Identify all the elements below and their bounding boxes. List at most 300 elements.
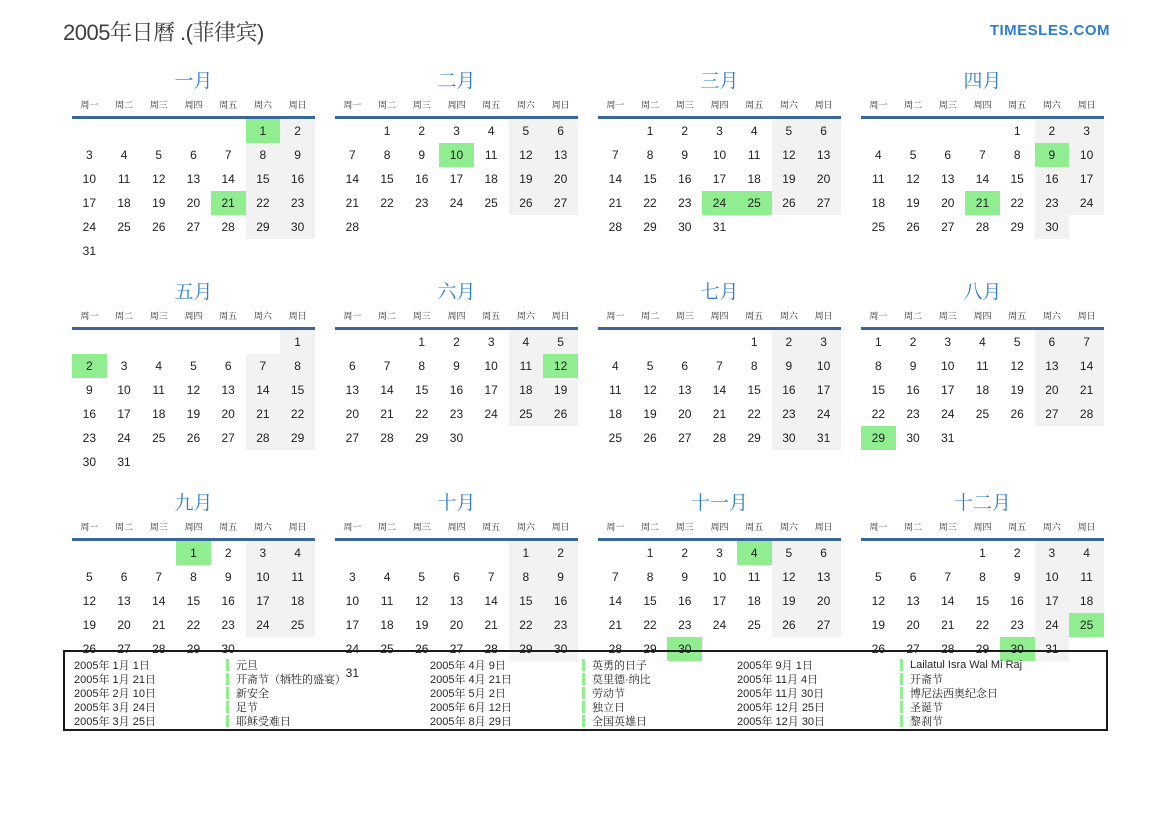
day-cell: 2 <box>1013 546 1021 560</box>
holiday-date: 2005年 3月 25日 <box>74 716 156 728</box>
empty-day-cell <box>474 215 509 239</box>
day-cell: 15 <box>643 594 657 608</box>
day-cell: 14 <box>608 594 623 608</box>
day-cell: 8 <box>383 148 391 162</box>
weekday-label: 周六 <box>1035 98 1070 118</box>
day-cell: 1 <box>418 335 426 349</box>
day-cell: 5 <box>875 570 882 584</box>
empty-day-cell <box>141 540 176 566</box>
day-cell: 24 <box>941 407 955 421</box>
day-cell: 21 <box>246 402 281 426</box>
holiday-entry <box>737 700 1106 714</box>
empty-day-cell <box>1000 426 1035 450</box>
holiday-day-cell: 4 <box>737 540 772 566</box>
day-cell: 4 <box>383 570 391 584</box>
day-cell: 7 <box>349 148 356 162</box>
day-cell: 8 <box>246 143 281 167</box>
day-cell: 26 <box>152 220 166 234</box>
weekday-label: 周二 <box>370 98 405 118</box>
day-cell: 24 <box>1069 191 1104 215</box>
day-cell: 25 <box>117 220 131 234</box>
day-cell: 18 <box>608 407 623 421</box>
weekday-label: 周五 <box>1000 98 1035 118</box>
day-cell: 27 <box>186 220 201 234</box>
month-title: 十一月 <box>690 493 748 514</box>
day-cell: 3 <box>1035 540 1070 566</box>
weekday-label: 周二 <box>896 520 931 540</box>
empty-day-cell <box>1035 426 1070 450</box>
timesles-logo-link[interactable]: TIMESLES.COM <box>989 22 1110 39</box>
day-cell: 13 <box>806 143 841 167</box>
weekday-label: 周六 <box>1035 520 1070 540</box>
day-cell: 9 <box>418 148 426 162</box>
day-cell: 16 <box>221 594 235 608</box>
day-cell: 12 <box>643 383 657 397</box>
holiday-name: 开斋节 <box>910 674 943 686</box>
day-cell: 2 <box>681 546 689 560</box>
day-cell: 13 <box>117 594 131 608</box>
day-cell: 28 <box>246 426 281 450</box>
holiday-name: 开斋节（牺牲的盛宴） <box>236 674 346 686</box>
holiday-marker-icon <box>582 659 585 671</box>
day-cell: 6 <box>806 540 841 566</box>
day-cell: 22 <box>643 618 657 632</box>
day-cell: 12 <box>906 172 920 186</box>
day-cell: 8 <box>280 354 315 378</box>
day-cell: 6 <box>224 359 232 373</box>
day-cell: 28 <box>1069 402 1104 426</box>
day-cell: 18 <box>747 172 761 186</box>
month-3 <box>598 70 841 263</box>
day-cell: 23 <box>678 618 692 632</box>
day-cell: 11 <box>280 565 315 589</box>
day-cell: 5 <box>86 570 93 584</box>
day-cell: 25 <box>871 220 886 234</box>
day-cell: 31 <box>712 220 727 234</box>
month-title: 四月 <box>963 71 1002 92</box>
legend-column <box>430 658 737 729</box>
holiday-day-cell: 30 <box>1000 637 1035 661</box>
holiday-day-cell: 21 <box>965 191 1000 215</box>
day-cell: 7 <box>383 359 391 373</box>
holiday-date: 2005年 4月 9日 <box>430 660 506 672</box>
month-grid <box>335 309 578 450</box>
day-cell: 10 <box>246 565 281 589</box>
day-cell: 26 <box>772 191 807 215</box>
holiday-date: 2005年 6月 12日 <box>430 702 512 714</box>
day-cell: 24 <box>806 402 841 426</box>
weekday-label: 周日 <box>280 520 315 540</box>
day-cell: 6 <box>120 570 128 584</box>
day-cell: 13 <box>543 143 578 167</box>
day-cell: 6 <box>543 118 578 144</box>
day-cell: 25 <box>608 431 623 445</box>
legend-column <box>737 658 1106 729</box>
holiday-name: 黎刹节 <box>910 716 943 728</box>
day-cell: 28 <box>712 431 727 445</box>
weekday-label: 周五 <box>474 98 509 118</box>
weekday-label: 周五 <box>211 309 246 329</box>
day-cell: 3 <box>453 124 460 138</box>
empty-day-cell <box>176 118 211 144</box>
day-cell: 31 <box>345 666 360 680</box>
day-cell: 13 <box>941 172 955 186</box>
holiday-date: 2005年 12月 30日 <box>737 716 826 728</box>
day-cell: 8 <box>190 570 197 584</box>
day-cell: 9 <box>280 143 315 167</box>
holiday-date: 2005年 12月 25日 <box>737 702 826 714</box>
day-cell: 19 <box>415 618 429 632</box>
empty-day-cell <box>176 450 211 474</box>
weekday-label: 周六 <box>772 520 807 540</box>
day-cell: 3 <box>120 359 128 373</box>
month-title: 十月 <box>437 493 476 514</box>
day-cell: 17 <box>449 172 464 186</box>
day-cell: 1 <box>1013 124 1021 138</box>
day-cell: 17 <box>82 196 97 210</box>
day-cell: 8 <box>979 570 986 584</box>
empty-day-cell <box>246 450 281 474</box>
weekday-label: 周二 <box>107 520 142 540</box>
holiday-name: 博尼法西奥纪念日 <box>910 688 998 700</box>
day-cell: 24 <box>345 642 360 656</box>
day-cell: 14 <box>941 594 955 608</box>
day-cell: 27 <box>806 613 841 637</box>
weekday-label: 周五 <box>1000 520 1035 540</box>
day-cell: 11 <box>1069 565 1104 589</box>
empty-day-cell <box>543 215 578 239</box>
day-cell: 19 <box>772 167 807 191</box>
day-cell: 2 <box>772 329 807 355</box>
day-cell: 20 <box>186 196 201 210</box>
day-cell: 15 <box>643 172 657 186</box>
empty-day-cell <box>72 329 107 355</box>
day-cell: 8 <box>1013 148 1021 162</box>
holiday-name: Lailatul Isra Wal Mi Raj <box>910 659 1023 671</box>
day-cell: 22 <box>380 196 394 210</box>
day-cell: 15 <box>246 167 281 191</box>
day-cell: 1 <box>979 546 986 560</box>
month-title: 八月 <box>963 282 1002 303</box>
day-cell: 3 <box>246 540 281 566</box>
day-cell: 9 <box>453 359 460 373</box>
day-cell: 6 <box>909 570 917 584</box>
day-cell: 22 <box>509 613 544 637</box>
weekday-label: 周五 <box>474 309 509 329</box>
empty-day-cell <box>965 118 1000 144</box>
holiday-marker-icon <box>900 715 903 727</box>
day-cell: 23 <box>221 618 235 632</box>
day-cell: 10 <box>82 172 97 186</box>
empty-day-cell <box>737 215 772 239</box>
empty-day-cell <box>509 215 544 239</box>
day-cell: 16 <box>906 383 920 397</box>
weekday-label: 周三 <box>930 520 965 540</box>
day-cell: 11 <box>872 172 885 186</box>
day-cell: 20 <box>449 618 464 632</box>
weekday-label: 周二 <box>633 309 668 329</box>
day-cell: 11 <box>380 594 394 608</box>
day-cell: 21 <box>712 407 727 421</box>
holiday-entry <box>430 672 737 686</box>
weekday-label: 周六 <box>509 98 544 118</box>
day-cell: 24 <box>484 407 498 421</box>
day-cell: 4 <box>509 329 544 355</box>
day-cell: 23 <box>772 402 807 426</box>
day-cell: 4 <box>1069 540 1104 566</box>
day-cell: 19 <box>643 407 657 421</box>
holiday-day-cell: 21 <box>211 191 246 215</box>
day-cell: 19 <box>186 407 201 421</box>
weekday-label: 周一 <box>598 309 633 329</box>
month-7 <box>598 281 841 474</box>
holiday-entry <box>74 700 430 714</box>
day-cell: 12 <box>152 172 166 186</box>
holiday-marker-icon <box>226 659 229 671</box>
weekday-label: 周二 <box>370 520 405 540</box>
day-cell: 13 <box>186 172 201 186</box>
holiday-day-cell: 1 <box>246 118 281 144</box>
day-cell: 27 <box>117 642 131 656</box>
day-cell: 7 <box>612 570 619 584</box>
day-cell: 27 <box>345 431 360 445</box>
weekday-label: 周四 <box>965 309 1000 329</box>
month-grid <box>861 309 1104 450</box>
empty-day-cell <box>404 215 439 239</box>
day-cell: 12 <box>772 565 807 589</box>
day-cell: 2 <box>224 546 232 560</box>
weekday-label: 周二 <box>896 309 931 329</box>
weekday-label: 周四 <box>702 520 737 540</box>
holiday-name: 独立日 <box>592 702 625 714</box>
day-cell: 21 <box>345 196 360 210</box>
day-cell: 9 <box>224 570 232 584</box>
weekday-label: 周日 <box>806 309 841 329</box>
day-cell: 10 <box>806 354 841 378</box>
day-cell: 28 <box>608 642 623 656</box>
day-cell: 7 <box>612 148 619 162</box>
day-cell: 25 <box>380 642 394 656</box>
weekday-label: 周一 <box>861 309 896 329</box>
day-cell: 15 <box>509 589 544 613</box>
day-cell: 18 <box>975 383 990 397</box>
empty-day-cell <box>211 450 246 474</box>
holiday-marker-icon <box>582 701 585 713</box>
holiday-date: 2005年 9月 1日 <box>737 660 813 672</box>
holiday-entry <box>430 686 737 700</box>
empty-day-cell <box>965 426 1000 450</box>
month-2 <box>335 70 578 263</box>
holiday-entry <box>430 658 737 672</box>
empty-day-cell <box>896 540 931 566</box>
day-cell: 15 <box>280 378 315 402</box>
weekday-label: 周一 <box>861 98 896 118</box>
day-cell: 25 <box>747 618 761 632</box>
empty-day-cell <box>107 118 142 144</box>
day-cell: 15 <box>747 383 761 397</box>
day-cell: 24 <box>246 613 281 637</box>
day-cell: 16 <box>449 383 464 397</box>
empty-day-cell <box>211 118 246 144</box>
day-cell: 18 <box>871 196 886 210</box>
day-cell: 24 <box>82 220 97 234</box>
weekday-label: 周二 <box>107 309 142 329</box>
day-cell: 6 <box>190 148 197 162</box>
holiday-legend <box>63 650 1108 731</box>
day-cell: 10 <box>712 570 727 584</box>
weekday-label: 周日 <box>543 520 578 540</box>
day-cell: 9 <box>1013 570 1021 584</box>
day-cell: 16 <box>543 589 578 613</box>
holiday-day-cell: 2 <box>72 354 107 378</box>
empty-day-cell <box>176 239 211 263</box>
day-cell: 13 <box>221 383 235 397</box>
month-grid <box>335 98 578 239</box>
holiday-day-cell: 25 <box>1069 613 1104 637</box>
day-cell: 18 <box>280 589 315 613</box>
day-cell: 10 <box>1035 565 1070 589</box>
holiday-date: 2005年 4月 21日 <box>430 674 512 686</box>
day-cell: 17 <box>712 594 727 608</box>
empty-day-cell <box>107 329 142 355</box>
weekday-label: 周三 <box>667 520 702 540</box>
day-cell: 20 <box>117 618 131 632</box>
day-cell: 4 <box>487 124 495 138</box>
day-cell: 29 <box>643 220 657 234</box>
day-cell: 28 <box>975 220 990 234</box>
day-cell: 7 <box>224 148 232 162</box>
empty-day-cell <box>404 540 439 566</box>
day-cell: 22 <box>747 407 761 421</box>
day-cell: 1 <box>646 124 654 138</box>
weekday-label: 周日 <box>280 309 315 329</box>
day-cell: 9 <box>681 148 689 162</box>
day-cell: 31 <box>806 426 841 450</box>
day-cell: 21 <box>941 618 955 632</box>
empty-day-cell <box>141 450 176 474</box>
day-cell: 5 <box>772 118 807 144</box>
day-cell: 5 <box>190 359 197 373</box>
day-cell: 27 <box>449 642 464 656</box>
day-cell: 1 <box>280 329 315 355</box>
weekday-label: 周二 <box>896 98 931 118</box>
day-cell: 29 <box>280 426 315 450</box>
day-cell: 10 <box>117 383 131 397</box>
empty-day-cell <box>930 540 965 566</box>
day-cell: 6 <box>681 359 689 373</box>
month-4 <box>861 70 1104 263</box>
holiday-marker-icon <box>226 701 229 713</box>
day-cell: 22 <box>246 191 281 215</box>
day-cell: 26 <box>772 613 807 637</box>
day-cell: 2 <box>280 118 315 144</box>
empty-day-cell <box>1069 215 1104 239</box>
empty-day-cell <box>335 118 370 144</box>
day-cell: 28 <box>608 220 623 234</box>
day-cell: 30 <box>678 220 692 234</box>
day-cell: 12 <box>772 143 807 167</box>
day-cell: 26 <box>415 642 429 656</box>
day-cell: 19 <box>1010 383 1024 397</box>
day-cell: 4 <box>750 124 758 138</box>
weekday-label: 周二 <box>633 98 668 118</box>
day-cell: 26 <box>509 191 544 215</box>
weekday-label: 周日 <box>280 98 315 118</box>
month-grid <box>72 309 315 474</box>
day-cell: 29 <box>975 642 990 656</box>
weekday-label: 周三 <box>404 309 439 329</box>
weekday-label: 周四 <box>965 98 1000 118</box>
day-cell: 6 <box>1035 329 1070 355</box>
day-cell: 9 <box>772 354 807 378</box>
weekday-label: 周三 <box>667 309 702 329</box>
empty-day-cell <box>474 540 509 566</box>
day-cell: 28 <box>221 220 235 234</box>
day-cell: 26 <box>643 431 657 445</box>
holiday-name: 劳动节 <box>592 688 625 700</box>
weekday-label: 周一 <box>72 520 107 540</box>
month-title: 十二月 <box>953 493 1011 514</box>
month-title: 九月 <box>174 493 213 514</box>
holiday-marker-icon <box>582 715 585 727</box>
holiday-entry <box>737 658 1106 672</box>
weekday-label: 周日 <box>1069 98 1104 118</box>
weekday-label: 周三 <box>141 309 176 329</box>
day-cell: 18 <box>117 196 131 210</box>
month-grid <box>598 520 841 661</box>
day-cell: 13 <box>678 383 692 397</box>
day-cell: 28 <box>345 220 360 234</box>
holiday-marker-icon <box>226 715 229 727</box>
empty-day-cell <box>211 239 246 263</box>
empty-day-cell <box>509 426 544 450</box>
day-cell: 17 <box>806 378 841 402</box>
day-cell: 9 <box>86 383 93 397</box>
day-cell: 27 <box>543 191 578 215</box>
holiday-day-cell: 1 <box>176 540 211 566</box>
weekday-label: 周四 <box>439 520 474 540</box>
day-cell: 7 <box>944 570 952 584</box>
day-cell: 16 <box>678 172 692 186</box>
day-cell: 14 <box>975 172 990 186</box>
day-cell: 13 <box>906 594 920 608</box>
weekday-label: 周日 <box>806 520 841 540</box>
holiday-date: 2005年 11月 4日 <box>737 674 819 686</box>
month-8 <box>861 281 1104 474</box>
day-cell: 19 <box>906 196 920 210</box>
holiday-entry <box>430 714 737 728</box>
day-cell: 21 <box>380 407 394 421</box>
holiday-name: 英勇的日子 <box>592 660 647 672</box>
month-title: 七月 <box>700 282 739 303</box>
day-cell: 26 <box>1010 407 1024 421</box>
day-cell: 5 <box>418 570 426 584</box>
day-cell: 11 <box>484 148 498 162</box>
day-cell: 7 <box>716 359 723 373</box>
empty-day-cell <box>72 118 107 144</box>
day-cell: 30 <box>280 215 315 239</box>
day-cell: 30 <box>82 455 97 469</box>
holiday-day-cell: 29 <box>861 426 896 450</box>
day-cell: 18 <box>1069 589 1104 613</box>
day-cell: 5 <box>509 118 544 144</box>
day-cell: 24 <box>1035 613 1070 637</box>
day-cell: 14 <box>221 172 235 186</box>
day-cell: 28 <box>152 642 166 656</box>
page-title: 2005年日曆 .(菲律宾) <box>63 20 264 45</box>
day-cell: 2 <box>909 335 917 349</box>
day-cell: 4 <box>875 148 882 162</box>
